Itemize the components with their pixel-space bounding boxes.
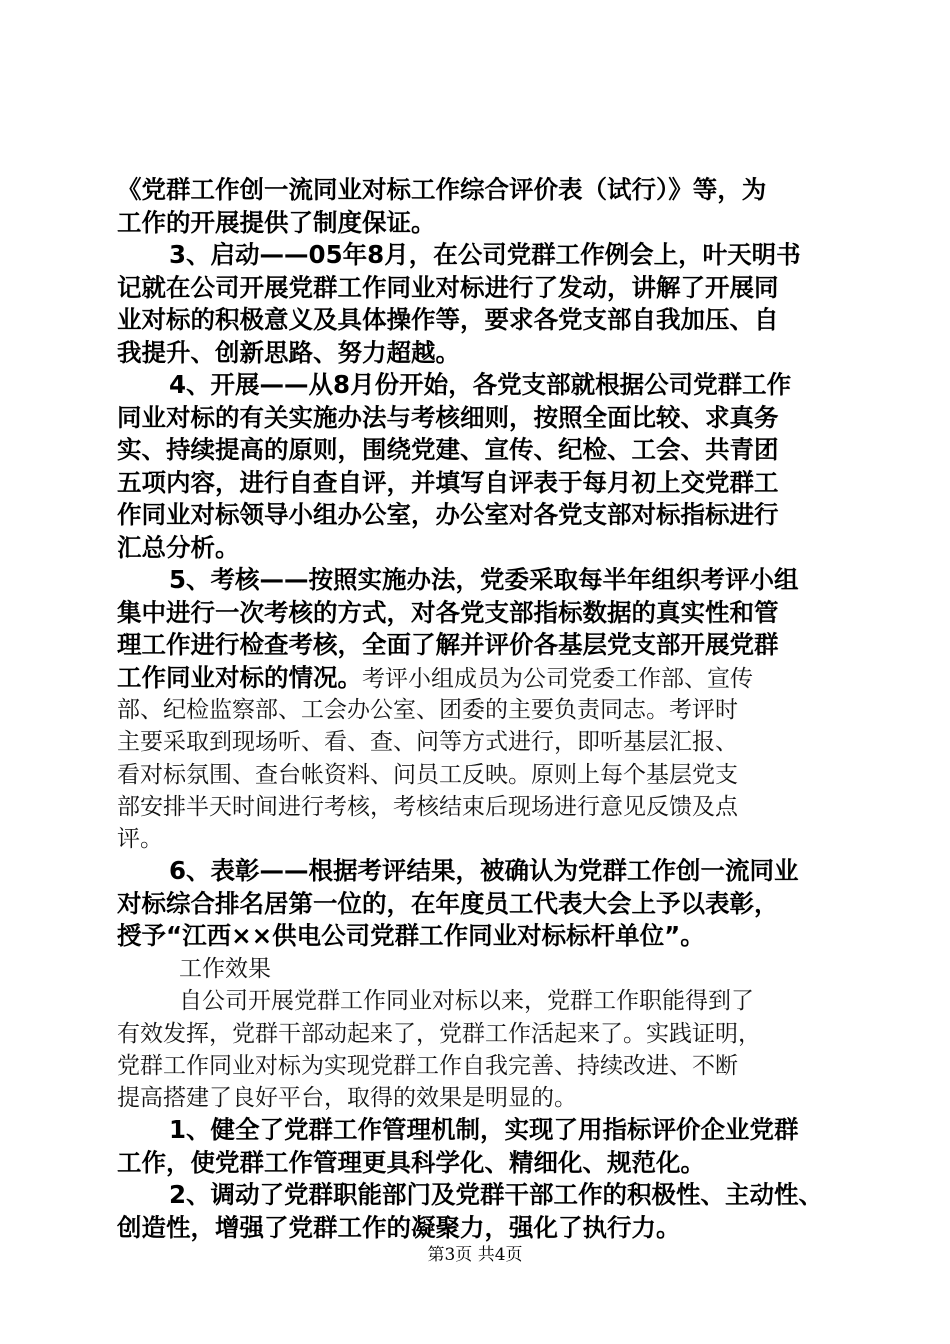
text-line: 记就在公司开展党群工作同业对标进行了发动，讲解了开展同 xyxy=(117,272,779,302)
text-line: 部安排半天时间进行考核，考核结束后现场进行意见反馈及点 xyxy=(117,793,738,820)
text-line: 作同业对标领导小组办公室，办公室对各党支部对标指标进行 xyxy=(117,500,779,529)
text-line: 6、表彰——根据考评结果，被确认为党群工作创一流同业 xyxy=(169,856,799,886)
text-line: 有效发挥，党群干部动起来了，党群工作活起来了。实践证明， xyxy=(117,1020,761,1047)
page-footer: 第3页 共4页 xyxy=(427,1245,523,1265)
text-line: 2、调动了党群职能部门及党群干部工作的积极性、主动性、 xyxy=(169,1180,824,1210)
text-line: 集中进行一次考核的方式，对各党支部指标数据的真实性和管 xyxy=(117,597,779,627)
text-line: 提高搭建了良好平台，取得的效果是明显的。 xyxy=(117,1085,577,1112)
text-line: 工作的开展提供了制度保证。 xyxy=(117,207,436,237)
text-line xyxy=(117,662,837,695)
text-line: 1、健全了党群工作管理机制，实现了用指标评价企业党群 xyxy=(169,1115,799,1145)
text-line: 我提升、创新思路、努力超越。 xyxy=(117,337,460,367)
document-body xyxy=(117,174,837,1244)
text-line: 五项内容，进行自查自评，并填写自评表于每月初上交党群工 xyxy=(117,467,779,497)
text-line: 5、考核——按照实施办法，党委采取每半年组织考评小组 xyxy=(169,565,799,594)
text-line: 实、持续提高的原则，围绕党建、宣传、纪检、工会、共青团 xyxy=(117,435,779,464)
text-line: 主要采取到现场听、看、查、问等方式进行，即听基层汇报、 xyxy=(117,729,738,756)
text-line: 评。 xyxy=(117,826,163,853)
text-line: 部、纪检监察部、工会办公室、团委的主要负责同志。考评时 xyxy=(117,697,738,723)
text-line: 自公司开展党群工作同业对标以来，党群工作职能得到了 xyxy=(179,988,754,1015)
text-line: 授予“江西××供电公司党群工作同业对标标杆单位”。 xyxy=(117,921,705,951)
text-line: 工作效果 xyxy=(179,955,271,982)
text-line: 创造性，增强了党群工作的凝聚力，强化了执行力。 xyxy=(117,1212,681,1242)
text-line: 汇总分析。 xyxy=(117,532,240,562)
text-line: 党群工作同业对标为实现党群工作自我完善、持续改进、不断 xyxy=(117,1052,738,1079)
text-line: 3、启动——05年8月，在公司党群工作例会上，叶天明书 xyxy=(169,240,801,269)
text-line: 《党群工作创一流同业对标工作综合评价表（试行）》等，为 xyxy=(117,175,767,204)
text-line: 对标综合排名居第一位的，在年度员工代表大会上予以表彰， xyxy=(117,888,779,918)
text-segment: 工作同业对标的情况。 xyxy=(117,662,362,692)
text-line: 理工作进行检查考核，全面了解并评价各基层党支部开展党群 xyxy=(117,630,779,659)
text-line: 看对标氛围、查台帐资料、问员工反映。原则上每个基层党支 xyxy=(117,761,738,788)
text-line: 同业对标的有关实施办法与考核细则，按照全面比较、求真务 xyxy=(117,402,779,432)
text-line: 4、开展——从8月份开始，各党支部就根据公司党群工作 xyxy=(169,370,792,399)
text-line: 工作，使党群工作管理更具科学化、精细化、规范化。 xyxy=(117,1147,705,1177)
text-segment: 考评小组成员为公司党委工作部、宣传 xyxy=(362,665,753,692)
text-line: 业对标的积极意义及具体操作等，要求各党支部自我加压、自 xyxy=(117,305,779,334)
